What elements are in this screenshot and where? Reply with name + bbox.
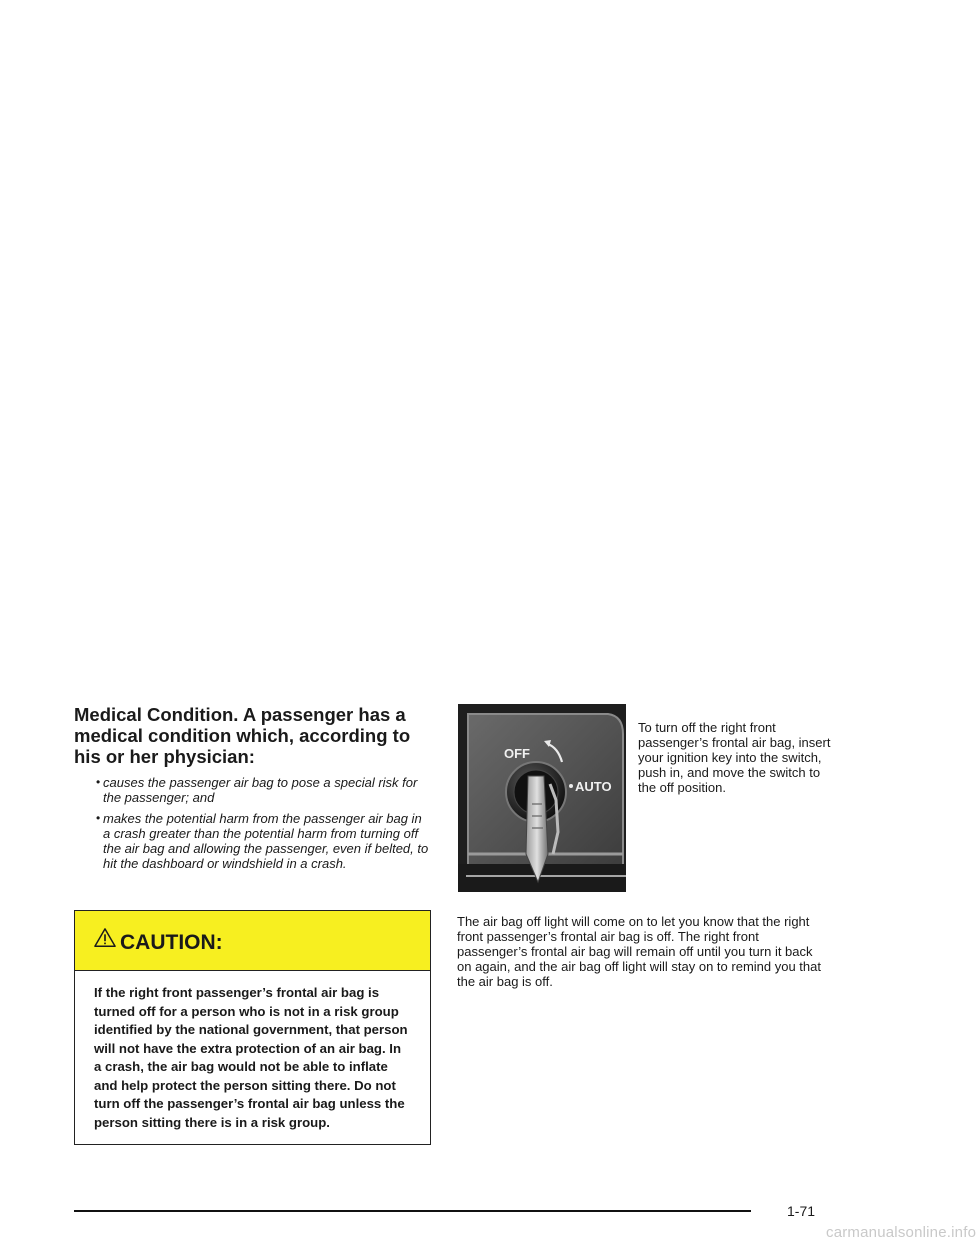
list-item-text: causes the passenger air bag to pose a special risk for the passenger; and (103, 775, 418, 805)
page-number: 1-71 (787, 1203, 816, 1219)
footer-divider (74, 1210, 751, 1212)
list-item (74, 775, 432, 805)
off-label: OFF (504, 746, 530, 761)
list-item-text: makes the potential harm from the passenger air bag in a crash greater than the potential harm from turning off the air bag and allowing the passenger, even if belted, to hit the dashboard or windshield in a crash. (103, 811, 429, 871)
section-heading: Medical Condition. A passenger has a medical condition which, according to his or her physician: (74, 704, 411, 767)
warning-triangle-icon (94, 927, 116, 949)
caution-text: If the right front passenger’s frontal air bag is turned off for a person who is not in a risk group identified by the national government, that person will not have the extra protection of an air bag. In a crash, the air bag would not be able to inflate and help protect the person sitting there. Do not turn off the passenger’s frontal air bag unless the person sitting there is in a risk group. (94, 985, 408, 1130)
auto-label: AUTO (575, 779, 612, 794)
list-item (74, 811, 432, 871)
airbag-switch-photo (458, 704, 626, 892)
caution-title: CAUTION: (120, 930, 223, 954)
medical-condition-section (74, 704, 432, 877)
watermark: carmanualsonline.info (826, 1224, 976, 1241)
caution-header (75, 911, 430, 971)
condition-list (74, 775, 432, 871)
bullet-icon: • (96, 811, 101, 825)
caution-box (74, 910, 431, 1145)
off-light-explanation: The air bag off light will come on to let you know that the right front passenger’s frontal air bag is off. The right front passenger’s frontal air bag will remain off until you turn it back on again, and the air bag off light will stay on to remind you that the air bag is off. (457, 914, 821, 989)
turn-off-instructions: To turn off the right front passenger’s frontal air bag, insert your ignition key into the switch, push in, and move the switch to the off position. (638, 720, 831, 795)
bullet-icon: • (96, 775, 101, 789)
